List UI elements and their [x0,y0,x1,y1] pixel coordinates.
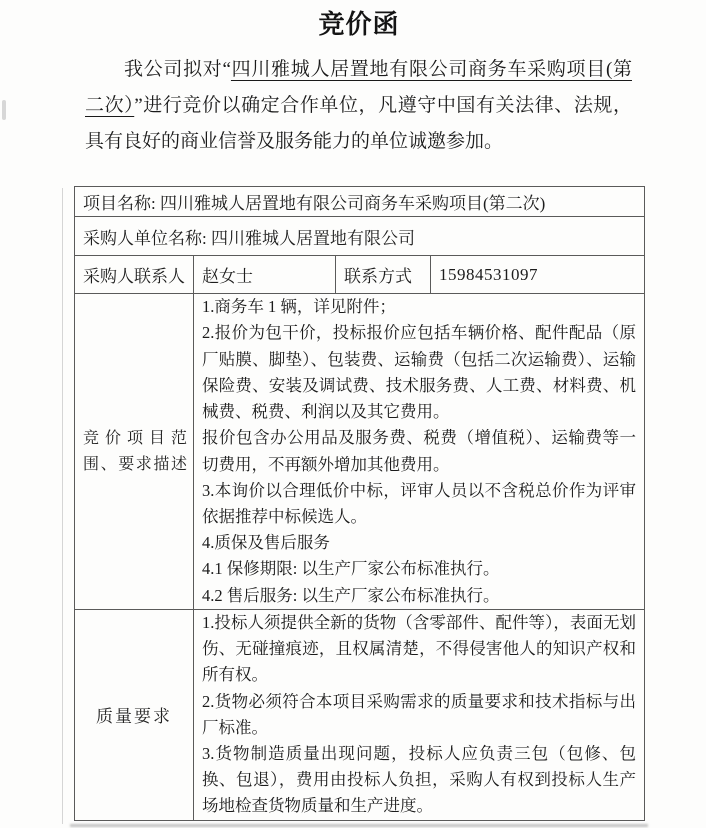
purchaser-cell [75,217,645,256]
intro-project-name: 四川雅城人居置地有限公司商务车采购项目(第二次） [85,59,632,116]
text-line: 3.本询价以合理低价中标，评审人员以不含税总价作为评审依据推荐中标候选人。 [202,480,636,526]
project-name-label: 项目名称: [83,194,160,213]
text-line: 3.货物制造质量出现问题，投标人应负责三包（包修、包换、包退），费用由投标人负担，采购人有权到投标人生产场地检查货物质量和生产进度。 [202,744,636,816]
quality-content-cell [194,610,645,821]
text-line: 1.商务车 1 辆，详见附件； [202,297,396,317]
scope-label [83,426,187,478]
scope-content-cell [194,294,645,610]
text-line: 围、要求描述 [83,455,187,473]
purchaser-label: 采购人单位名称: [83,228,211,248]
intro-paragraph [85,52,632,160]
quality-paragraphs [202,610,636,820]
text-line: 报价包含办公用品及服务费、税费（增值税）、运输费等一切费用，不再额外增加其他费用。 [202,428,636,474]
purchaser-value: 四川雅城人居置地有限公司 [210,228,415,248]
contact-phone-label-cell: 联系方式 [336,256,431,294]
scan-artifact-mark [2,100,6,120]
project-name-value: 四川雅城人居置地有限公司商务车采购项目(第二次) [159,194,546,213]
document-title: 竞价函 [318,10,400,39]
contact-row [75,256,645,294]
quality-row [75,610,645,821]
scope-label-cell [75,294,194,610]
text-line: 2.货物必须符合本项目采购需求的质量要求和技术指标与出厂标准。 [202,691,636,737]
contact-name-cell: 赵女士 [194,256,336,294]
project-name-cell [75,187,645,217]
text-line: 1.投标人须提供全新的货物（含零部件、配件等），表面无划伤、无碰撞痕迹，且权属清楚，不得侵害他人的知识产权和所有权。 [202,613,636,685]
text-line: 4.1 保修期限: 以生产厂家公布标准执行。 [202,559,500,579]
scope-paragraphs [202,294,636,608]
purchaser-row [75,217,645,256]
intro-prefix: 我公司拟对“ [124,59,231,80]
quality-label: 质量要求 [96,707,172,727]
text-line: 竞价项目范 [83,429,187,447]
intro-suffix: ”进行竞价以确定合作单位，凡遵守中国有关法律、法规，具有良好的商业信誉及服务能力的单位诚邀参加。 [85,95,632,152]
project-name-row [75,187,645,217]
text-line: 4.2 售后服务: 以生产厂家公布标准执行。 [202,585,500,605]
scan-artifact-bottom-fuzz [70,824,648,827]
text-line: 4.质保及售后服务 [202,533,330,553]
bid-info-table [74,186,645,821]
scope-row [75,294,645,610]
text-line: 2.报价为包干价，投标报价应包括车辆价格、配件配品（原厂贴膜、脚垫）、包装费、运输费（包括二次运输费）、运输保险费、安装及调试费、技术服务费、人工费、材料费、机械费、税费、利润以及其它费用。 [202,323,636,422]
contact-label-cell: 采购人联系人 [75,256,194,294]
contact-phone-cell: 15984531097 [431,256,645,294]
quality-label-cell [75,610,194,821]
scan-artifact-line [62,188,63,824]
